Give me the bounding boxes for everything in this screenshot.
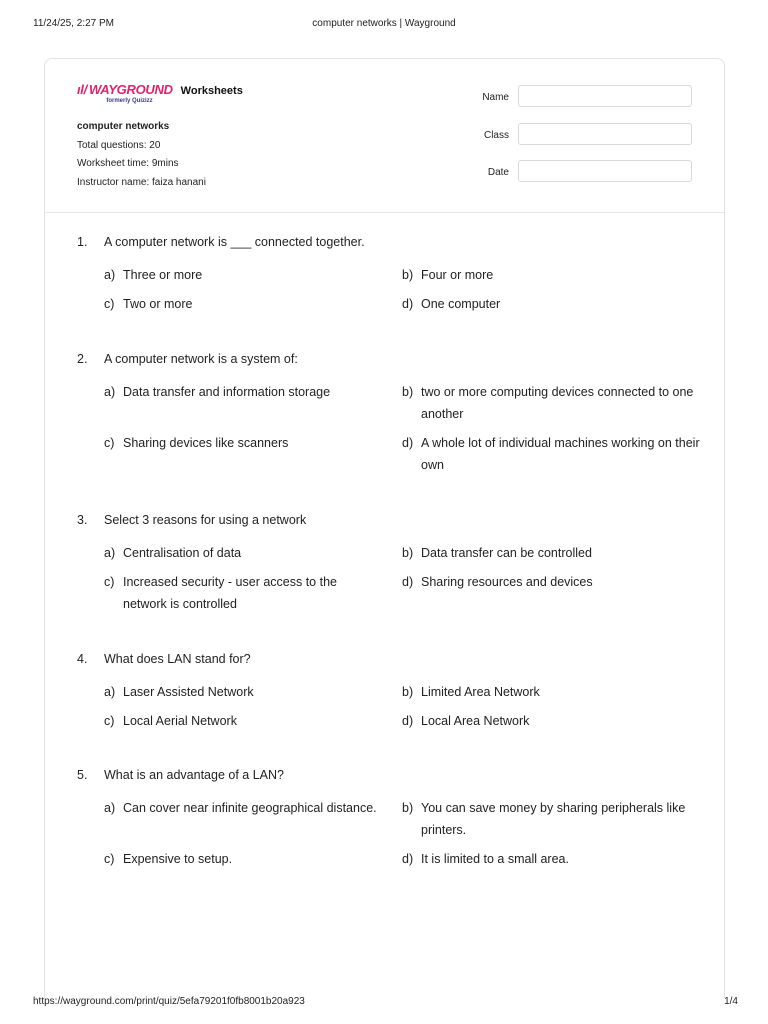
option-text: Increased security - user access to the network is controlled (123, 575, 337, 611)
option-b (402, 797, 702, 841)
option-text: Can cover near infinite geographical distance. (123, 801, 377, 815)
option-c (104, 848, 404, 870)
option-letter: b) (402, 546, 414, 560)
option-a (104, 542, 404, 564)
option-text: It is limited to a small area. (421, 852, 569, 866)
option-text: Expensive to setup. (123, 852, 233, 866)
quiz-title: computer networks (77, 121, 170, 132)
logo-mark-icon: ıl/ (77, 82, 87, 97)
print-page-title: computer networks | Wayground (312, 18, 456, 29)
option-letter: d) (402, 575, 414, 589)
option-text: One computer (421, 297, 501, 311)
class-label: Class (483, 129, 509, 141)
option-text: Data transfer and information storage (123, 385, 331, 399)
print-url: https://wayground.com/print/quiz/5efa79201f0fb8001b20a923 (33, 996, 305, 1007)
option-letter: a) (104, 801, 116, 815)
option-letter: b) (402, 385, 414, 399)
option-letter: d) (402, 436, 414, 450)
logo-subtitle: formerly Quizizz (106, 98, 153, 104)
option-letter: a) (104, 546, 116, 560)
option-text: Four or more (421, 268, 494, 282)
question-number: 3. (77, 513, 88, 527)
option-letter: c) (104, 852, 115, 866)
option-letter: c) (104, 714, 115, 728)
option-letter: c) (104, 436, 115, 450)
option-b (402, 542, 702, 564)
option-c (104, 710, 404, 732)
question-text: What does LAN stand for? (104, 652, 251, 666)
option-a (104, 264, 404, 286)
name-label: Name (482, 92, 509, 103)
option-text: Data transfer can be controlled (421, 546, 592, 560)
option-text: Local Aerial Network (123, 714, 237, 728)
option-d (402, 848, 702, 870)
option-c (104, 293, 404, 315)
option-d (402, 432, 702, 476)
option-text: Laser Assisted Network (123, 685, 254, 699)
option-text: Two or more (123, 297, 193, 311)
option-a (104, 381, 404, 403)
option-text: Local Area Network (421, 714, 530, 728)
option-c (104, 432, 404, 454)
option-letter: d) (402, 852, 414, 866)
option-letter: d) (402, 297, 414, 311)
option-d (402, 710, 702, 732)
option-a (104, 681, 404, 703)
option-letter: d) (402, 714, 414, 728)
option-letter: c) (104, 297, 115, 311)
option-letter: a) (104, 685, 116, 699)
option-text: A whole lot of individual machines working on their own (421, 436, 700, 472)
class-field[interactable] (518, 123, 692, 145)
wayground-logo (77, 83, 173, 104)
question-text: A computer network is a system of: (104, 352, 298, 366)
question-text: What is an advantage of a LAN? (104, 768, 284, 782)
option-d (402, 571, 702, 593)
option-text: Sharing devices like scanners (123, 436, 289, 450)
question-number: 1. (77, 235, 88, 249)
page-indicator: 1/4 (724, 996, 738, 1007)
option-c (104, 571, 364, 615)
worksheet-header (45, 59, 724, 213)
option-letter: a) (104, 268, 116, 282)
brand (77, 83, 243, 104)
worksheet-sheet (44, 58, 725, 998)
question-number: 2. (77, 352, 88, 366)
question-text: A computer network is ___ connected together. (104, 235, 365, 249)
option-b (402, 264, 702, 286)
question-number: 5. (77, 768, 88, 782)
question-number: 4. (77, 652, 88, 666)
option-text: You can save money by sharing peripherals like printers. (421, 801, 686, 837)
option-text: Limited Area Network (421, 685, 540, 699)
worksheet-time: Worksheet time: 9mins (77, 158, 179, 169)
option-letter: a) (104, 385, 116, 399)
logo-text: WAYGROUND (88, 82, 173, 97)
option-text: Three or more (123, 268, 203, 282)
option-letter: c) (104, 575, 115, 589)
option-text: Sharing resources and devices (421, 575, 593, 589)
option-text: Centralisation of data (123, 546, 242, 560)
option-b (402, 381, 702, 425)
question-text: Select 3 reasons for using a network (104, 513, 307, 527)
total-questions: Total questions: 20 (77, 139, 161, 151)
print-datetime: 11/24/25, 2:27 PM (33, 18, 114, 29)
option-d (402, 293, 702, 315)
option-letter: b) (402, 268, 414, 282)
option-a (104, 797, 404, 819)
date-label: Date (487, 167, 509, 178)
option-letter: b) (402, 685, 414, 699)
option-b (402, 681, 702, 703)
date-field[interactable] (518, 160, 692, 182)
worksheet-meta (77, 121, 206, 195)
instructor-name: Instructor name: faiza hanani (77, 176, 206, 188)
option-letter: b) (402, 801, 414, 815)
section-title: Worksheets (180, 85, 243, 97)
name-field[interactable] (518, 85, 692, 107)
option-text: two or more computing devices connected to one another (421, 385, 694, 421)
